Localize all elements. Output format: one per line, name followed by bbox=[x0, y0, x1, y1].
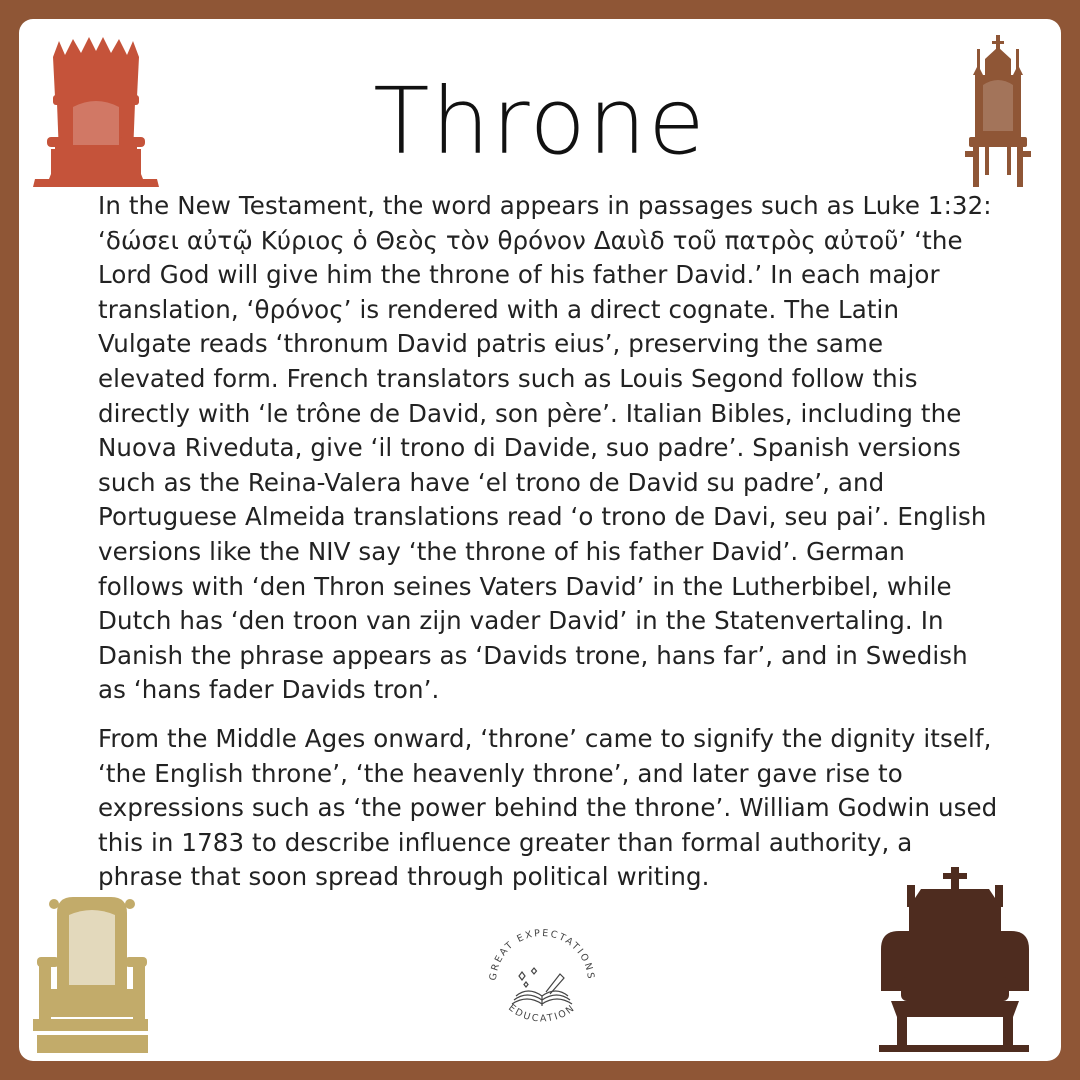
logo-top-text: GREAT EXPECTATIONS bbox=[487, 927, 597, 982]
page-title: Throne bbox=[373, 68, 707, 175]
article-body bbox=[98, 189, 998, 909]
content-card bbox=[19, 19, 1061, 1061]
paragraph-history: From the Middle Ages onward, ‘throne’ came to signify the dignity itself, ‘the English throne’, ‘the heavenly throne’, and later gave rise to expressions such as ‘the power behind the throne’. William Godwin used this in 1783 to describe influence greater than formal authority, a phrase that soon spread through political writing. bbox=[98, 723, 998, 892]
logo-bottom-text: EDUCATION bbox=[506, 1002, 578, 1025]
armchair-throne-icon bbox=[33, 891, 148, 1053]
paragraph-translations: In the New Testament, the word appears in passages such as Luke 1:32: ‘δώσει αὐτῷ Κύριος ὁ Θεὸς τὸν θρόνον Δαυὶδ τοῦ πατρὸς αὐτοῦ’ ‘the Lord God will give him the throne of his father David.’ In each major translation, ‘θρόνος’ is rendered with a direct cognate. The Latin Vulgate reads ‘thronum David patris eius’, preserving the same elevated form. French translators such as Louis Segond follow this directly with ‘le trône de David, son père’. Italian Bibles, including the Nuova Riveduta, give ‘il trono di Davide, suo padre’. Spanish versions such as the Reina-Valera have ‘el trono de David su padre’, and Portuguese Almeida translations read ‘o trono de Davi, seu pai’. English versions like the NIV say ‘the throne of his father David’. German follows with ‘den Thron seines Vaters David’ in the Lutherbibel, while Dutch has ‘den troon van zijn vader David’ in the Statenvertaling. In Danish the phrase appears as ‘Davids trone, hans far’, and in Swedish as ‘hans fader Davids tron’. bbox=[98, 191, 992, 705]
open-book-icon bbox=[512, 968, 572, 1006]
brand-logo bbox=[482, 912, 602, 1042]
